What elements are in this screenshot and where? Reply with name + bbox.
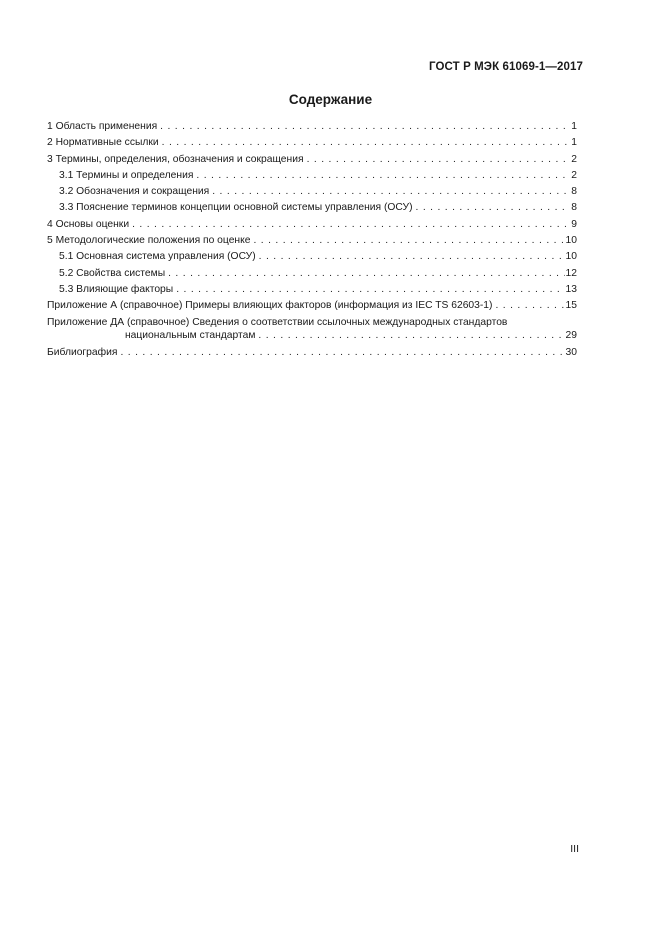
toc-page-number: 30: [565, 347, 577, 359]
toc-page-number: 8: [571, 202, 577, 214]
toc-leader-dots: [416, 200, 571, 216]
toc-leader-dots: [259, 249, 565, 265]
toc-entry-label: Библиография: [47, 347, 118, 359]
toc-page-number: 12: [565, 267, 577, 279]
toc-leader-dots: [258, 329, 564, 343]
toc-entry-appendix-da[interactable]: [47, 315, 577, 346]
toc-page-number: 2: [571, 153, 577, 165]
toc-leader-dots: [495, 298, 564, 314]
toc-entry-label: 1 Область применения: [47, 121, 158, 132]
toc-leader-dots: [176, 282, 564, 298]
toc-entry-5-1[interactable]: [47, 249, 577, 265]
toc-leader-dots: [160, 119, 570, 135]
toc-page-number: 29: [565, 330, 577, 342]
toc-leader-dots: [307, 152, 571, 168]
toc-entry-label: Приложение А (справочное) Примеры влияющих факторов (информация из IEC TS 62603-1): [47, 300, 493, 312]
toc-entry-label: 3 Термины, определения, обозначения и сокращения: [47, 153, 304, 165]
toc-page-number: 9: [571, 218, 577, 230]
toc-leader-dots: [253, 233, 564, 249]
toc-leader-dots: [132, 217, 570, 233]
toc-page-number: 13: [565, 283, 577, 295]
toc-entry-continuation: [47, 329, 577, 345]
toc-entry-label: 5.3 Влияющие факторы: [59, 283, 174, 295]
toc-entry-4[interactable]: [47, 217, 577, 233]
toc-entry-3-2[interactable]: [47, 184, 577, 200]
toc-entry-label: 3.2 Обозначения и сокращения: [59, 186, 210, 198]
toc-page-number: 10: [565, 235, 577, 247]
toc-page-number: 2: [571, 169, 577, 181]
toc-entry-bibliography[interactable]: [47, 345, 577, 361]
toc-entry-5[interactable]: [47, 233, 577, 249]
toc-entry-3-1[interactable]: [47, 168, 577, 184]
toc-entry-2[interactable]: [47, 135, 577, 151]
toc-entry-label: Приложение ДА (справочное) Сведения о соответствии ссылочных международных стандартов: [47, 316, 508, 328]
toc-entry-5-3[interactable]: [47, 282, 577, 298]
table-of-contents: [47, 119, 577, 361]
toc-entry-label: 3.1 Термины и определения: [59, 169, 194, 181]
toc-page-number: 8: [571, 186, 577, 198]
toc-entry-label: 4 Основы оценки: [47, 218, 130, 230]
toc-entry-label: 2 Нормативные ссылки: [47, 137, 159, 149]
toc-leader-dots: [162, 135, 571, 151]
toc-leader-dots: [212, 184, 570, 200]
toc-leader-dots: [120, 345, 564, 361]
toc-entry-label-continuation: национальным стандартам: [125, 330, 256, 342]
page-title: Содержание: [288, 92, 373, 107]
toc-page-number: 1: [571, 121, 577, 132]
toc-entry-label: 5.2 Свойства системы: [59, 267, 166, 279]
toc-page-number: 10: [565, 251, 577, 263]
toc-entry-3-3[interactable]: [47, 200, 577, 216]
toc-leader-dots: [168, 266, 564, 282]
toc-entry-label: 5 Методологические положения по оценке: [47, 235, 251, 247]
toc-entry-label: 3.3 Пояснение терминов концепции основной системы управления (ОСУ): [59, 202, 413, 214]
page-folio: III: [570, 843, 579, 855]
toc-entry-3[interactable]: [47, 152, 577, 168]
standard-code-header: ГОСТ Р МЭК 61069-1—2017: [429, 61, 583, 73]
toc-leader-dots: [196, 168, 570, 184]
toc-page-number: 1: [571, 137, 577, 149]
toc-entry-5-2[interactable]: [47, 266, 577, 282]
toc-entry-label: 5.1 Основная система управления (ОСУ): [59, 251, 256, 263]
toc-entry-appendix-a[interactable]: [47, 298, 577, 314]
toc-entry-1[interactable]: [47, 119, 577, 135]
toc-page-number: 15: [565, 300, 577, 312]
